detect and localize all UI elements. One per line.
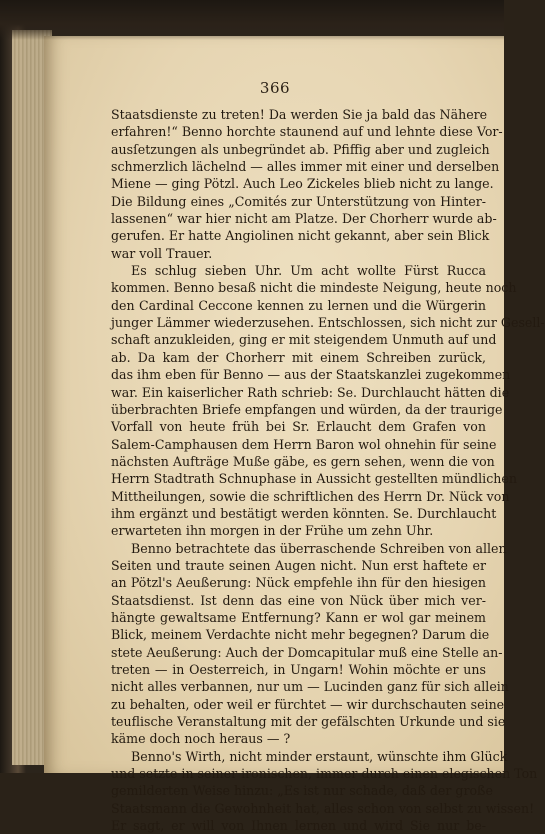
text-line: stete Aeußerung: Auch der Domcapitular muß eine Stelle an- [111, 644, 503, 660]
text-line: gemilderten Weise hinzu: „Es ist nur schade, daß der große [111, 783, 493, 799]
text-line: überbrachten Briefe empfangen und würden, da der traurige [111, 401, 503, 417]
text-line: junger Lämmer wiederzusehen. Entschlossen, sich nicht zur Gesell- [111, 315, 545, 331]
text-line: Herrn Stadtrath Schnuphase in Aussicht gestellten mündlichen [111, 471, 517, 487]
text-line: den Cardinal Ceccone kennen zu lernen und die Würgerin [111, 297, 486, 313]
text-line: schaft anzukleiden, ging er mit steigendem Unmuth auf und [111, 332, 497, 348]
text-line: teuflische Veranstaltung mit der gefälschten Urkunde und sie [111, 714, 506, 730]
text-line: war voll Trauer. [111, 245, 213, 261]
text-line: nicht alles verbannen, nur um — Lucinden ganz für sich allein [111, 679, 509, 695]
text-line: Staatsdienste zu treten! Da werden Sie ja bald das Nähere [111, 107, 488, 122]
text-line: Die Bildung eines „Comités zur Unterstützung von Hinter- [111, 193, 486, 209]
text-line: Benno betrachtete das überraschende Schreiben von allen [131, 540, 507, 556]
text-line: an Pötzl's Aeußerung: Nück empfehle ihn für den hiesigen [111, 575, 486, 591]
text-line: ausſetzungen als unbegründet ab. Pfiffig aber und zugleich [111, 141, 490, 157]
text-line: zu behalten, oder weil er fürchtet — wir durchschauten seine [111, 696, 505, 712]
text-line: Miene — ging Pötzl. Auch Leo Zickeles blieb nicht zu lange. [111, 176, 494, 192]
text-line: Staatsdienst. Ist denn das eine von Nück über mich ver- [111, 592, 486, 608]
text-line: Salem-Camphausen dem Herrn Baron wol ohnehin für seine [111, 436, 497, 452]
text-line: ab. Da kam der Chorherr mit einem Schreiben zurück, [111, 349, 486, 365]
text-line: hängte gewaltsame Entfernung? Kann er wol gar meinem [111, 609, 486, 625]
page-header [70, 78, 480, 97]
text-line: Es schlug sieben Uhr. Um acht wollte Fürst Rucca [131, 263, 486, 279]
page-number: 366 [259, 79, 291, 97]
text-line: Blick, meinem Verdachte nicht mehr begegnen? Darum die [111, 627, 490, 643]
text-line: Staatsmann die Gewohnheit hat, alles schon von selbst zu wissen! [111, 800, 535, 816]
text-line: erfahren!“ Benno horchte staunend auf und lehnte diese Vor- [111, 124, 503, 140]
text-line: Seiten und traute seinen Augen nicht. Nun erst haftete er [111, 557, 486, 573]
text-line: gerufen. Er hatte Angiolinen nicht gekannt, aber sein Blick [111, 228, 490, 244]
text-line: Vorfall von heute früh bei Sr. Erlaucht dem Grafen von [111, 419, 486, 435]
text-line: käme doch noch heraus — ? [111, 731, 291, 747]
text-line: das ihm eben für Benno — aus der Staatskanzlei zugekommen [111, 367, 511, 383]
text-line: treten — in Oesterreich, in Ungarn! Wohin möchte er uns [111, 662, 486, 677]
text-line: schmerzlich lächelnd — alles immer mit einer und derselben [111, 159, 500, 175]
text-line: erwarteten ihn morgen in der Frühe um zehn Uhr. [111, 523, 434, 539]
text-line: Mittheilungen, sowie die schriftlichen des Herrn Dr. Nück von [111, 488, 510, 504]
text-line: nächsten Aufträge Muße gäbe, es gern sehen, wenn die von [111, 453, 495, 469]
text-line: Er sagt, er will von Ihnen lernen und wird Sie nur be- [111, 818, 486, 834]
top-shadow [0, 0, 504, 40]
text-line: kommen. Benno besaß nicht die mindeste Neigung, heute noch [111, 280, 517, 296]
text-line: lassenen“ war hier nicht am Platze. Der Chorherr wurde ab- [111, 211, 497, 227]
text-line: und setzte in seiner ironischen, immer durch einen elegischen Ton [111, 766, 538, 782]
body-text [111, 106, 545, 834]
text-line: Benno's Wirth, nicht minder erstaunt, wünschte ihm Glück [131, 748, 508, 764]
text-line: ihm ergänzt und bestätigt werden könnten. Se. Durchlaucht [111, 505, 497, 521]
text-line: war. Ein kaiserlicher Rath schrieb: Se. Durchlaucht hätten die [111, 384, 510, 400]
